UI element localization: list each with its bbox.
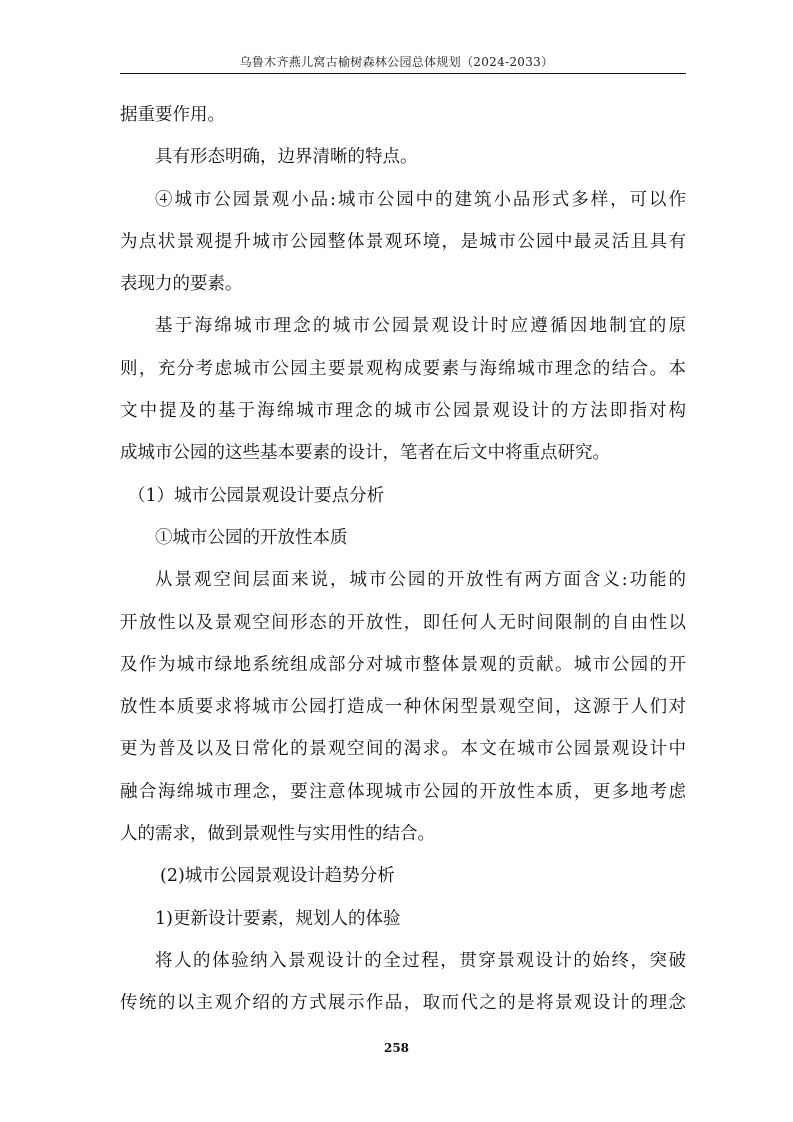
- text-line: 更为普及以及日常化的景观空间的渴求。本文在城市公园景观设计中: [120, 739, 686, 760]
- text-line: 表现力的要素。: [120, 274, 243, 295]
- text-line: 据重要作用。: [120, 105, 225, 125]
- text-line: 从景观空间层面来说，城市公园的开放性有两方面含义:功能的: [155, 570, 686, 591]
- text-line: 融合海绵城市理念，要注意体现城市公园的开放性本质，更多地考虑: [120, 781, 686, 802]
- text-line: 基于海绵城市理念的城市公园景观设计时应遵循因地制宜的原: [155, 316, 686, 337]
- body-text: [120, 94, 686, 1025]
- running-header: 乌鲁木齐燕儿窝古榆树森林公园总体规划（2024-2033）: [239, 55, 554, 69]
- text-line: 放性本质要求将城市公园打造成一种休闲型景观空间，这源于人们对: [120, 697, 686, 718]
- subsection-heading: 1)更新设计要素，规划人的体验: [155, 908, 401, 929]
- text-line: ④城市公园景观小品:城市公园中的建筑小品形式多样，可以作: [155, 189, 686, 210]
- text-line: 人的需求，做到景观性与实用性的结合。: [120, 824, 435, 845]
- section-heading: (2)城市公园景观设计趋势分析: [160, 866, 395, 887]
- text-line: 具有形态明确，边界清晰的特点。: [155, 147, 418, 168]
- text-line: 开放性以及景观空间形态的开放性，即任何人无时间限制的自由性以: [120, 612, 686, 633]
- text-line: 为点状景观提升城市公园整体景观环境，是城市公园中最灵活且具有: [120, 231, 686, 252]
- subsection-heading: ①城市公园的开放性本质: [155, 527, 348, 548]
- section-heading: （1）城市公园景观设计要点分析: [128, 485, 385, 506]
- page-number: 258: [383, 1041, 410, 1055]
- text-line: 成城市公园的这些基本要素的设计，笔者在后文中将重点研究。: [120, 443, 610, 464]
- text-line: 传统的以主观介绍的方式展示作品，取而代之的是将景观设计的理念: [120, 993, 686, 1014]
- text-line: 则，充分考虑城市公园主要景观构成要素与海绵城市理念的结合。本: [120, 358, 686, 379]
- text-line: 文中提及的基于海绵城市理念的城市公园景观设计的方法即指对构: [120, 401, 686, 422]
- header-rule: [120, 73, 686, 74]
- text-line: 将人的体验纳入景观设计的全过程，贯穿景观设计的始终，突破: [155, 950, 686, 971]
- text-line: 及作为城市绿地系统组成部分对城市整体景观的贡献。城市公园的开: [120, 654, 686, 675]
